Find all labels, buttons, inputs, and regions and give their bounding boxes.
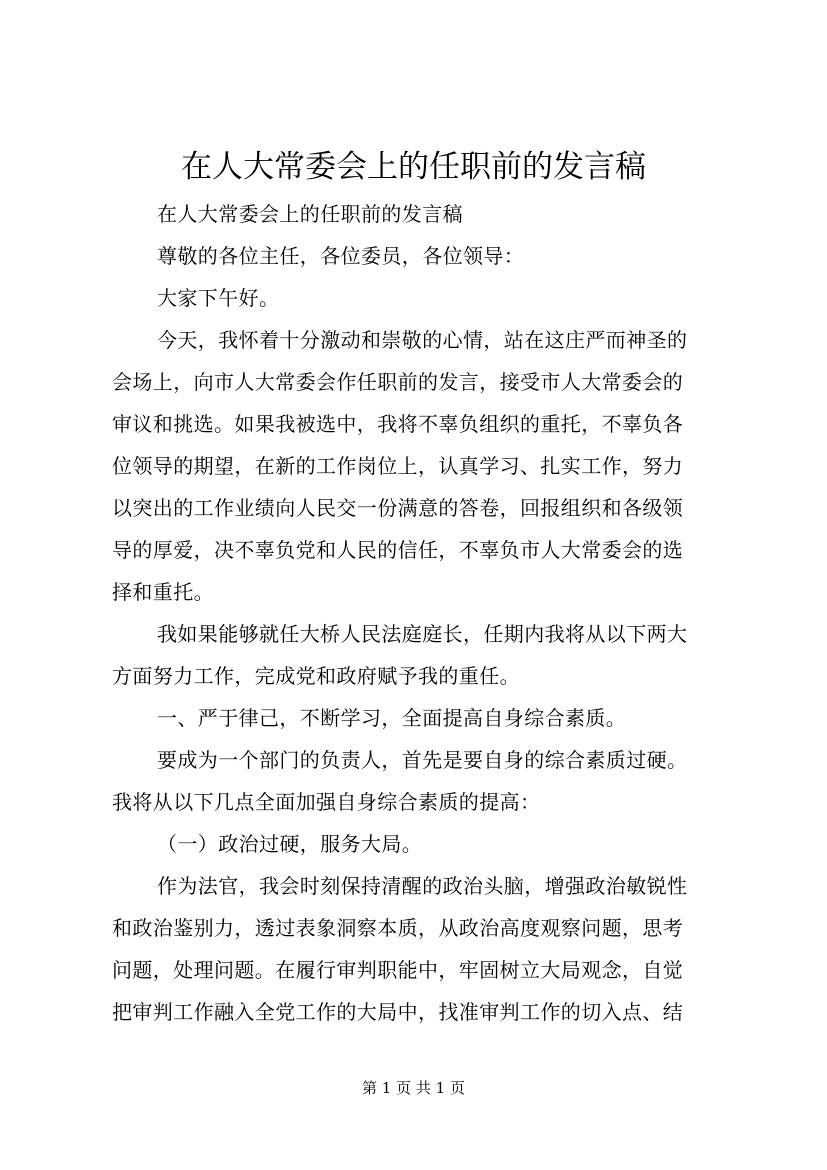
paragraph-line: 位领导的期望，在新的工作岗位上，认真学习、扎实工作，努力 <box>112 454 684 478</box>
paragraph-line: 尊敬的各位主任，各位委员，各位领导： <box>157 244 525 268</box>
paragraph-line: 作为法官，我会时刻保持清醒的政治头脑，增强政治敏锐性 <box>157 874 688 898</box>
paragraph-line: 和政治鉴别力，透过表象洞察本质，从政治高度观察问题，思考 <box>112 916 684 940</box>
paragraph-line: 把审判工作融入全党工作的大局中，找准审判工作的切入点、结 <box>112 1000 684 1024</box>
document-title: 在人大常委会上的任职前的发言稿 <box>181 149 646 185</box>
page-number-footer: 第 1 页 共 1 页 <box>362 1079 465 1097</box>
paragraph-line: 择和重托。 <box>112 580 214 604</box>
paragraph-line: 今天，我怀着十分激动和崇敬的心情，站在这庄严而神圣的 <box>157 328 688 352</box>
section-heading: 一、严于律己，不断学习，全面提高自身综合素质。 <box>157 706 627 730</box>
paragraph-line: 大家下午好。 <box>157 286 280 310</box>
paragraph-line: 导的厚爱，决不辜负党和人民的信任，不辜负市人大常委会的选 <box>112 538 684 562</box>
paragraph-line: 问题，处理问题。在履行审判职能中，牢固树立大局观念，自觉 <box>112 958 684 982</box>
subsection-heading: （一）政治过硬，服务大局。 <box>157 832 423 856</box>
paragraph-line: 我将从以下几点全面加强自身综合素质的提高： <box>112 790 541 814</box>
paragraph-line: 方面努力工作，完成党和政府赋予我的重任。 <box>112 664 520 688</box>
paragraph-line: 我如果能够就任大桥人民法庭庭长，任期内我将从以下两大 <box>157 622 688 646</box>
paragraph-line: 要成为一个部门的负责人，首先是要自身的综合素质过硬。 <box>157 748 688 772</box>
paragraph-line: 审议和挑选。如果我被选中，我将不辜负组织的重托，不辜负各 <box>112 412 684 436</box>
paragraph-line: 会场上，向市人大常委会作任职前的发言，接受市人大常委会的 <box>112 370 684 394</box>
paragraph-line: 在人大常委会上的任职前的发言稿 <box>157 202 463 226</box>
paragraph-line: 以突出的工作业绩向人民交一份满意的答卷，回报组织和各级领 <box>112 496 684 520</box>
